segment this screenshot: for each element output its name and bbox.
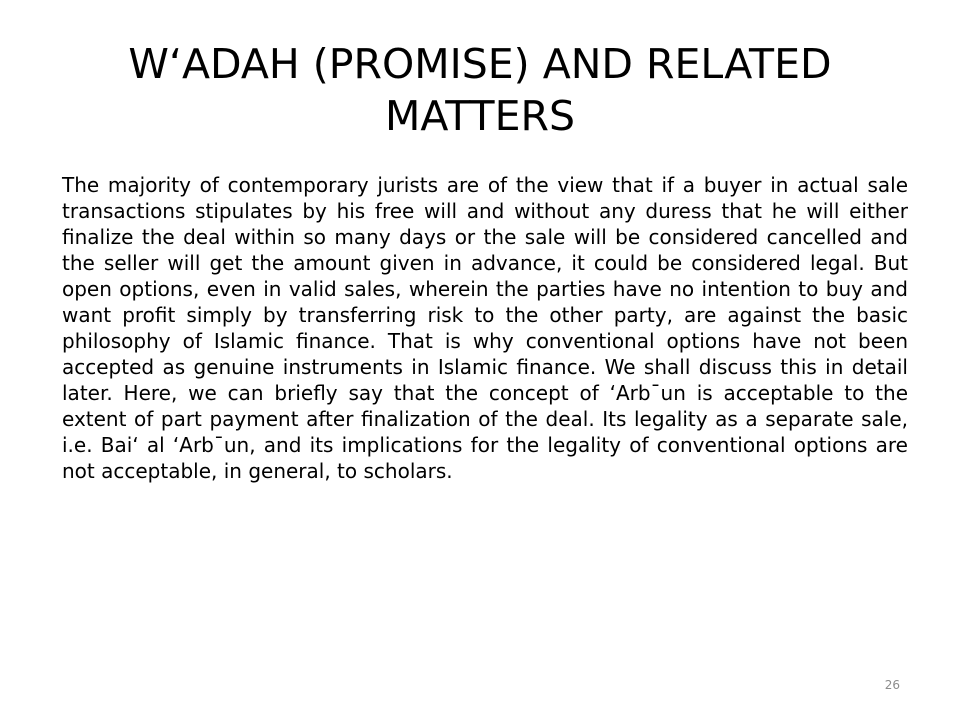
page-number: 26 bbox=[884, 678, 900, 692]
slide-body-text: The majority of contemporary jurists are of the view that if a buyer in actual sale transactions stipulates by his free will and without any duress that he will either finalize the deal within so many days or the sale will be considered cancelled and the seller will get the amount given in advance, it could be considered legal. But open options, even in valid sales, wherein the parties have no intention to buy and want profit simply by transferring risk to the other party, are against the basic philosophy of Islamic finance. That is why conventional options have not been accepted as genuine instruments in Islamic finance. We shall discuss this in detail later. Here, we can briefly say that the concept of ‘Arb¯un is acceptable to the extent of part payment after finalization of the deal. Its legality as a separate sale, i.e. Bai‘ al ‘Arb¯un, and its implications for the legality of conventional options are not acceptable, in general, to scholars. bbox=[62, 173, 908, 483]
slide-title: W‘ADAH (PROMISE) AND RELATED MATTERS bbox=[128, 40, 832, 140]
